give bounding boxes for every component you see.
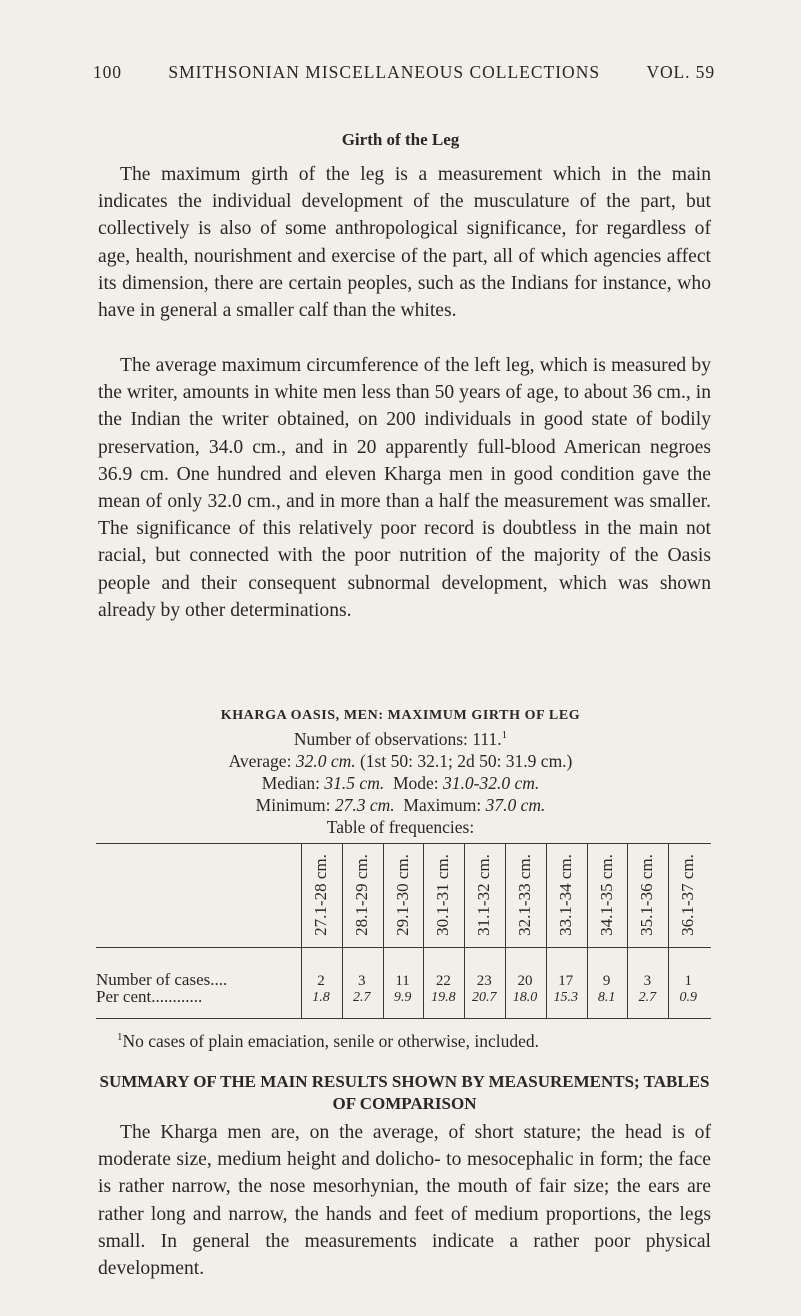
column-header-label: 29.1-30 cm.	[392, 854, 412, 936]
percent-cell: 2.7	[353, 990, 371, 1005]
paragraph-average-circumference: The average maximum circumference of the left leg, which is measured by the writer, amounts in white men less than 50 years of age, to about 36 cm., in the Indian the writer obtained, on 200 individuals in good state of bodily preservation, 34.0 cm., and in 20 apparently full-blood American negroes 36.9 cm. One hundred and eleven Kharga men in good condition gave the mean of only 32.0 cm., and in more than a half the measurement was smaller. The significance of this relatively poor record is doubtless in the main not racial, but connected with the poor nutrition of the majority of the Oasis people and their consequent subnormal development, which was shown already by other determinations.	[98, 355, 711, 621]
cases-cell: 3	[643, 973, 652, 989]
cases-cell: 2	[317, 973, 325, 989]
column-header	[506, 843, 544, 947]
volume-number: VOL. 59	[646, 62, 715, 82]
column-header-label: 35.1-36 cm.	[637, 854, 657, 936]
percent-cell: 1.8	[312, 990, 330, 1005]
column-header	[343, 843, 381, 947]
frequencies-label: Table of frequencies:	[326, 817, 475, 837]
percent-cell: 20.7	[471, 990, 497, 1005]
average-detail: (1st 50: 32.1; 2d 50: 31.9 cm.)	[359, 751, 573, 771]
column-header-label: 31.1-32 cm.	[474, 854, 494, 936]
percent-cell: 15.3	[553, 990, 579, 1005]
column-header-label: 33.1-34 cm.	[555, 854, 575, 936]
cases-cell: 17	[558, 973, 574, 989]
column-header-label: 28.1-29 cm.	[351, 854, 371, 936]
paragraph-leg-girth-intro: The maximum girth of the leg is a measurement which in the main indicates the individual development of the musculature of the part, but collectively is also of some anthropological significance, for regardless of age, health, nourishment and exercise of the part, all of which agencies affect its dimension, there are certain peoples, such as the Indians for instance, who have in general a smaller calf than the whites.	[98, 164, 711, 322]
row-label: Number of cases....	[96, 970, 228, 989]
cases-cell: 9	[602, 973, 611, 989]
minimum-value: 27.3 cm.	[334, 795, 395, 815]
footnote-marker: 1	[117, 1031, 123, 1044]
page-number: 100	[93, 62, 122, 82]
column-header-label: 34.1-35 cm.	[596, 854, 616, 936]
paragraph-summary: The Kharga men are, on the average, of short stature; the head is of moderate size, medium height and dolicho- to mesocephalic in form; the face is rather narrow, the nose mesorhynian, the mouth of fair size; the ears are rather long and narrow, the hands and feet of medium proportions, the legs small. In general the measurements indicate a rather poor physical development.	[98, 1122, 711, 1280]
cases-cell: 23	[476, 973, 492, 989]
cases-cell: 3	[358, 973, 366, 989]
min-max-line	[0, 795, 801, 816]
cases-cell: 1	[684, 973, 692, 989]
cases-cell: 22	[435, 973, 451, 989]
column-header	[547, 843, 585, 947]
percent-cell: 18.0	[512, 990, 538, 1005]
footnote-ref: 1	[501, 729, 508, 742]
maximum-value: 37.0 cm.	[485, 795, 546, 815]
column-header-label: 36.1-37 cm.	[678, 854, 698, 936]
footnote	[117, 1031, 717, 1052]
percent-cell: 2.7	[638, 990, 657, 1005]
column-header-label: 27.1-28 cm.	[311, 854, 330, 936]
percent-cell: 19.8	[431, 990, 456, 1005]
median-mode-line	[0, 773, 801, 794]
column-header	[628, 843, 666, 947]
footnote-text: No cases of plain emaciation, senile or otherwise, included.	[122, 1031, 539, 1051]
column-header-label: 32.1-33 cm.	[515, 854, 534, 936]
percent-cell: 0.9	[679, 990, 697, 1005]
publication-title: SMITHSONIAN MISCELLANEOUS COLLECTIONS	[168, 62, 601, 82]
observations-line	[0, 729, 801, 750]
cases-cell: 20	[517, 973, 533, 989]
observations-label: Number of observations:	[293, 729, 468, 749]
maximum-label: Maximum:	[403, 795, 482, 815]
median-value: 31.5 cm.	[324, 773, 385, 793]
percent-cell: 9.9	[393, 990, 412, 1005]
section-title: Girth of the Leg	[341, 130, 460, 149]
column-header	[424, 843, 462, 947]
frequency-table	[96, 843, 711, 1019]
average-line	[0, 751, 801, 772]
mode-value: 31.0-32.0 cm.	[443, 773, 540, 793]
row-label: Per cent............	[96, 987, 203, 1006]
running-head	[93, 62, 715, 83]
median-label: Median:	[261, 773, 321, 793]
average-label: Average:	[228, 751, 292, 771]
column-header	[588, 843, 626, 947]
column-header	[465, 843, 503, 947]
minimum-label: Minimum:	[255, 795, 331, 815]
table-rule-header	[96, 947, 711, 948]
column-header-label: 30.1-31 cm.	[433, 854, 453, 936]
average-value: 32.0 cm.	[295, 751, 356, 771]
observations-value: 111.	[472, 729, 502, 749]
column-header	[384, 843, 422, 947]
cases-cell: 11	[395, 973, 410, 989]
table-title: KHARGA OASIS, MEN: MAXIMUM GIRTH OF LEG	[220, 708, 581, 723]
summary-title: SUMMARY OF THE MAIN RESULTS SHOWN BY MEASUREMENTS; TABLES OF COMPARISON	[99, 1072, 710, 1113]
column-header	[302, 843, 340, 947]
mode-label: Mode:	[392, 773, 439, 793]
percent-cell: 8.1	[597, 990, 616, 1005]
column-header	[669, 843, 707, 947]
table-rule-bottom	[96, 1018, 711, 1019]
